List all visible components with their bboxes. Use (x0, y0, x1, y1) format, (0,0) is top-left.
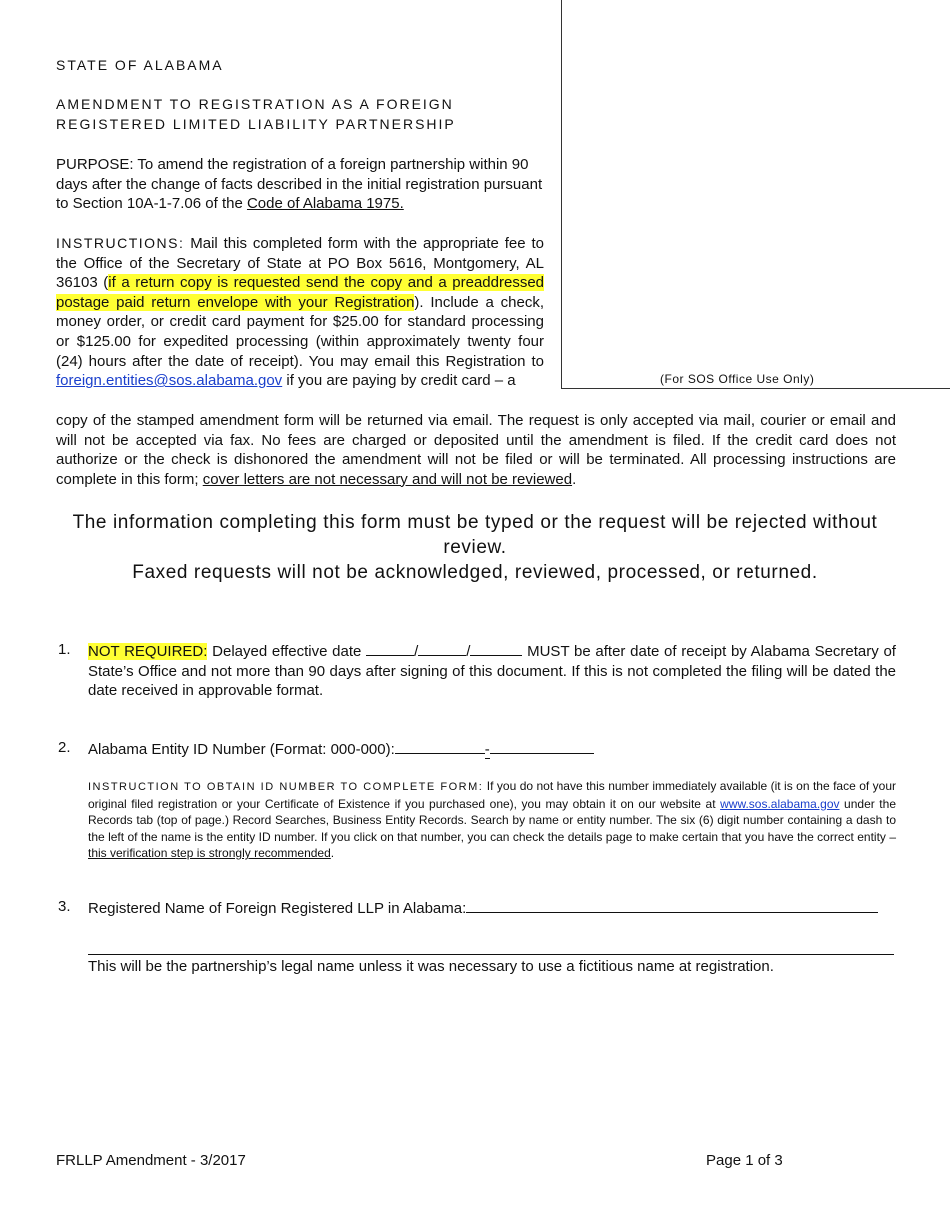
delayed-date-text: MUST be after date of receipt by Alabama Secretary of State’s Office and not more than 90 days after signing of this document. If this is not completed the filing will be dated the date received in approvable format. (88, 643, 896, 700)
entity-id-instructions (88, 778, 896, 862)
sos-website-link[interactable]: www.sos.alabama.gov (720, 796, 840, 811)
footer-form-id: FRLLP Amendment - 3/2017 (56, 1152, 246, 1169)
entity-id-instructions-text-1: If you do not have this number immediately available (it is on the face of your original filed registration or your Certificate of Existence if you purchased one), you may obtain it on our website at (88, 779, 896, 811)
fax-notice: Faxed requests will not be acknowledged, reviewed, processed, or returned. (132, 562, 818, 583)
date-day-field[interactable] (418, 641, 466, 656)
instructions-text-3: if you are paying by credit card – a (282, 372, 516, 390)
cover-letters-note: cover letters are not necessary and will not be reviewed (202, 470, 573, 488)
registered-name-field-line-1[interactable] (466, 898, 878, 913)
email-link[interactable]: foreign.entities@sos.alabama.gov (56, 372, 283, 390)
item-1-delayed-date (88, 641, 896, 701)
date-slash-2: / (466, 643, 471, 660)
purpose-lead: PURPOSE: (56, 156, 134, 173)
item-3-registered-name (88, 898, 896, 919)
form-title-line-1: AMENDMENT TO REGISTRATION AS A FOREIGN (56, 96, 454, 112)
entity-id-instructions-text-2: under the Records tab (top of page.) Record Searches, Business Entity Records. Search by name or entity number. The six (6) digit number containing a dash to the left of the name is the entity ID number. If you click on that number, you can check the details page to make certain that you have the correct entity – (88, 796, 896, 844)
entity-id-instructions-lead: INSTRUCTION TO OBTAIN ID NUMBER TO COMPLETE FORM: (88, 781, 484, 793)
delayed-date-label: Delayed effective date (207, 643, 367, 660)
instructions-end: . (572, 470, 577, 488)
sos-office-use-box (561, 0, 950, 389)
registered-name-label: Registered Name of Foreign Registered LLP in Alabama: (88, 900, 467, 917)
instructions-lead: INSTRUCTIONS: (56, 235, 185, 251)
code-of-alabama: Code of Alabama 1975. (246, 195, 404, 213)
item-2-number: 2. (58, 739, 71, 756)
purpose-paragraph (56, 155, 544, 214)
date-year-field[interactable] (470, 641, 522, 656)
instructions-text-2: ). Include a check, money order, or credit card payment for $25.00 for standard processing or $125.00 for expedited processing (within approximately twenty four (24) hours after the date of receipt). You may email this Registration to (56, 293, 544, 370)
form-title-line-2: REGISTERED LIMITED LIABILITY PARTNERSHIP (56, 116, 456, 132)
item-2-entity-id (88, 739, 896, 760)
date-slash-1: / (414, 643, 419, 660)
entity-id-dash: - (484, 741, 490, 758)
state-heading: STATE OF ALABAMA (56, 57, 224, 73)
entity-id-instructions-end: . (330, 846, 335, 860)
entity-id-field-part-2[interactable] (490, 739, 594, 754)
instructions-text-1: Mail this completed form with the appropriate fee to the Office of the Secretary of State at PO Box 5616, Montgomery, AL 36103 ( (56, 235, 544, 292)
verification-recommended: this verification step is strongly recommended (88, 846, 331, 860)
not-required-highlight: NOT REQUIRED: (88, 643, 208, 660)
typed-requirement-notice: The information completing this form must be typed or the request will be rejected without review. (72, 512, 878, 558)
registered-name-field-line-2[interactable] (88, 954, 894, 955)
footer-page-number: Page 1 of 3 (706, 1152, 783, 1169)
entity-id-label: Alabama Entity ID Number (Format: 000-000): (88, 741, 395, 758)
item-1-number: 1. (58, 641, 71, 658)
instructions-continued-text: copy of the stamped amendment form will be returned via email. The request is only accepted via mail, courier or email and will not be accepted via fax. No fees are charged or deposited until the amendment is filed. If the credit card does not authorize or the check is dishonored the amendment will not be filed or will be terminated. All processing instructions are complete in this form; (56, 412, 896, 488)
return-copy-highlight: if a return copy is requested send the copy and a preaddressed postage paid return envelope with your Registration (56, 274, 544, 311)
entity-id-field-part-1[interactable] (395, 739, 485, 754)
item-3-number: 3. (58, 898, 71, 915)
registered-name-note: This will be the partnership’s legal name unless it was necessary to use a fictitious name at registration. (88, 958, 774, 975)
date-month-field[interactable] (366, 641, 414, 656)
sos-office-use-label: (For SOS Office Use Only) (660, 372, 815, 386)
instructions-paragraph (56, 234, 544, 391)
instructions-continued (56, 411, 896, 489)
purpose-text: To amend the registration of a foreign partnership within 90 days after the change of facts described in the initial registration pursuant to Section 10A-1-7.06 of the (56, 156, 543, 213)
